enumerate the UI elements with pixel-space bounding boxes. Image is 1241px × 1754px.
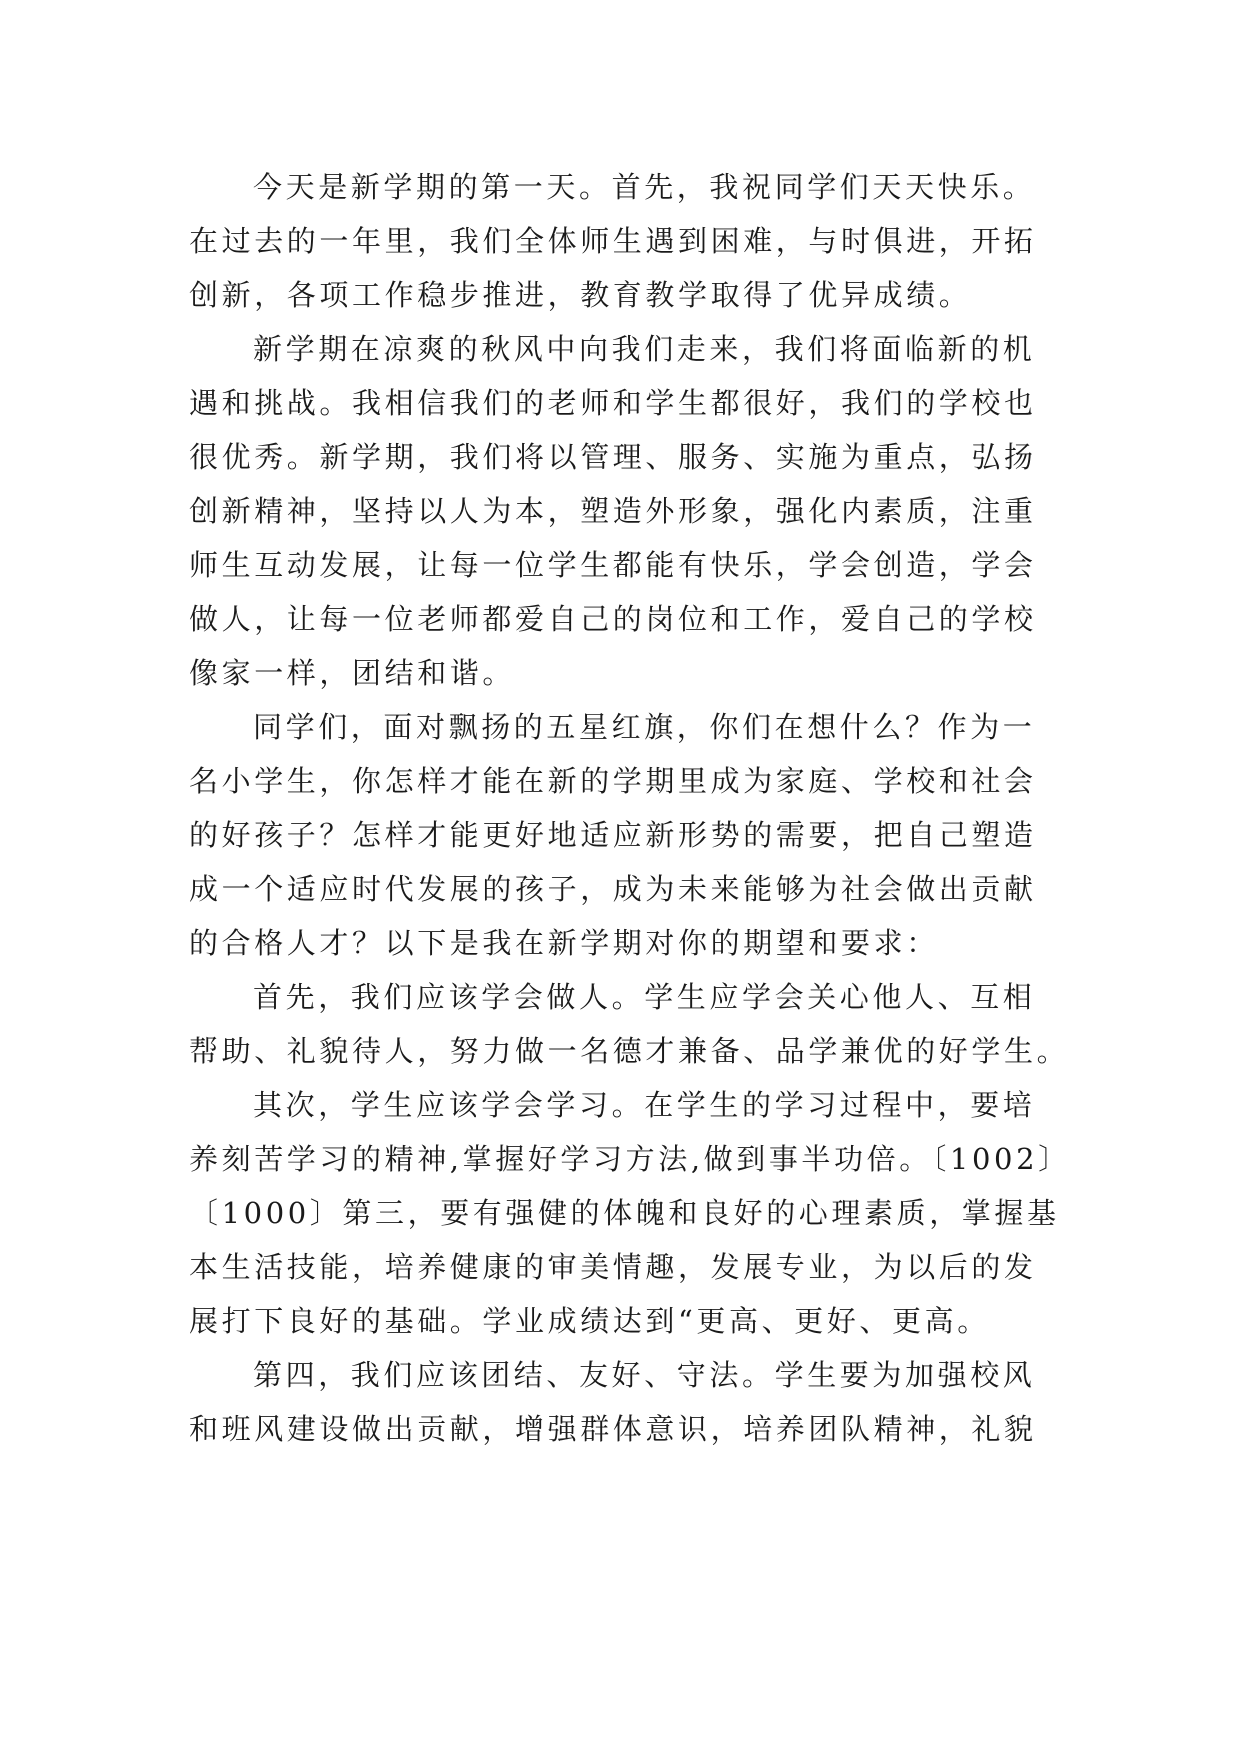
text-line: 的好孩子？怎样才能更好地适应新形势的需要，把自己塑造 xyxy=(189,818,1037,852)
text-line: 同学们，面对飘扬的五星红旗，你们在想什么？作为一 xyxy=(253,710,1036,744)
text-line: 其次，学生应该学会学习。在学生的学习过程中，要培 xyxy=(253,1088,1036,1122)
text-line: 成一个适应时代发展的孩子，成为未来能够为社会做出贡献 xyxy=(189,872,1037,906)
text-line: 新学期在凉爽的秋风中向我们走来，我们将面临新的机 xyxy=(253,332,1036,366)
text-line: 名小学生，你怎样才能在新的学期里成为家庭、学校和社会 xyxy=(189,764,1037,798)
text-line: 师生互动发展，让每一位学生都能有快乐，学会创造，学会 xyxy=(189,548,1037,582)
text-line: 创新精神，坚持以人为本，塑造外形象，强化内素质，注重 xyxy=(189,494,1037,528)
text-line: 做人，让每一位老师都爱自己的岗位和工作，爱自己的学校 xyxy=(189,602,1037,636)
text-line: 的合格人才？以下是我在新学期对你的期望和要求： xyxy=(189,926,939,960)
text-line: 本生活技能，培养健康的审美情趣，发展专业，为以后的发 xyxy=(189,1250,1037,1284)
text-line: 遇和挑战。我相信我们的老师和学生都很好，我们的学校也 xyxy=(189,386,1037,420)
text-line: 展打下良好的基础。学业成绩达到“更高、更好、更高。 xyxy=(189,1304,990,1338)
text-line: 很优秀。新学期，我们将以管理、服务、实施为重点，弘扬 xyxy=(189,440,1037,474)
text-line: 养刻苦学习的精神,掌握好学习方法,做到事半功倍。〔1002〕 xyxy=(189,1142,1071,1176)
text-line: 第四，我们应该团结、友好、守法。学生要为加强校风 xyxy=(253,1358,1036,1392)
text-line: 〔1000〕第三，要有强健的体魄和良好的心理素质，掌握基 xyxy=(189,1196,1060,1230)
text-line: 在过去的一年里，我们全体师生遇到困难，与时俱进，开拓 xyxy=(189,224,1037,258)
text-line: 首先，我们应该学会做人。学生应学会关心他人、互相 xyxy=(253,980,1036,1014)
text-line: 创新，各项工作稳步推进，教育教学取得了优异成绩。 xyxy=(189,278,972,312)
text-line: 帮助、礼貌待人，努力做一名德才兼备、品学兼优的好学生。 xyxy=(189,1034,1070,1068)
text-line: 今天是新学期的第一天。首先，我祝同学们天天快乐。 xyxy=(253,170,1036,204)
document-body xyxy=(189,160,1069,1456)
text-line: 和班风建设做出贡献，增强群体意识，培养团队精神，礼貌 xyxy=(189,1412,1037,1446)
text-line: 像家一样，团结和谐。 xyxy=(189,656,516,690)
